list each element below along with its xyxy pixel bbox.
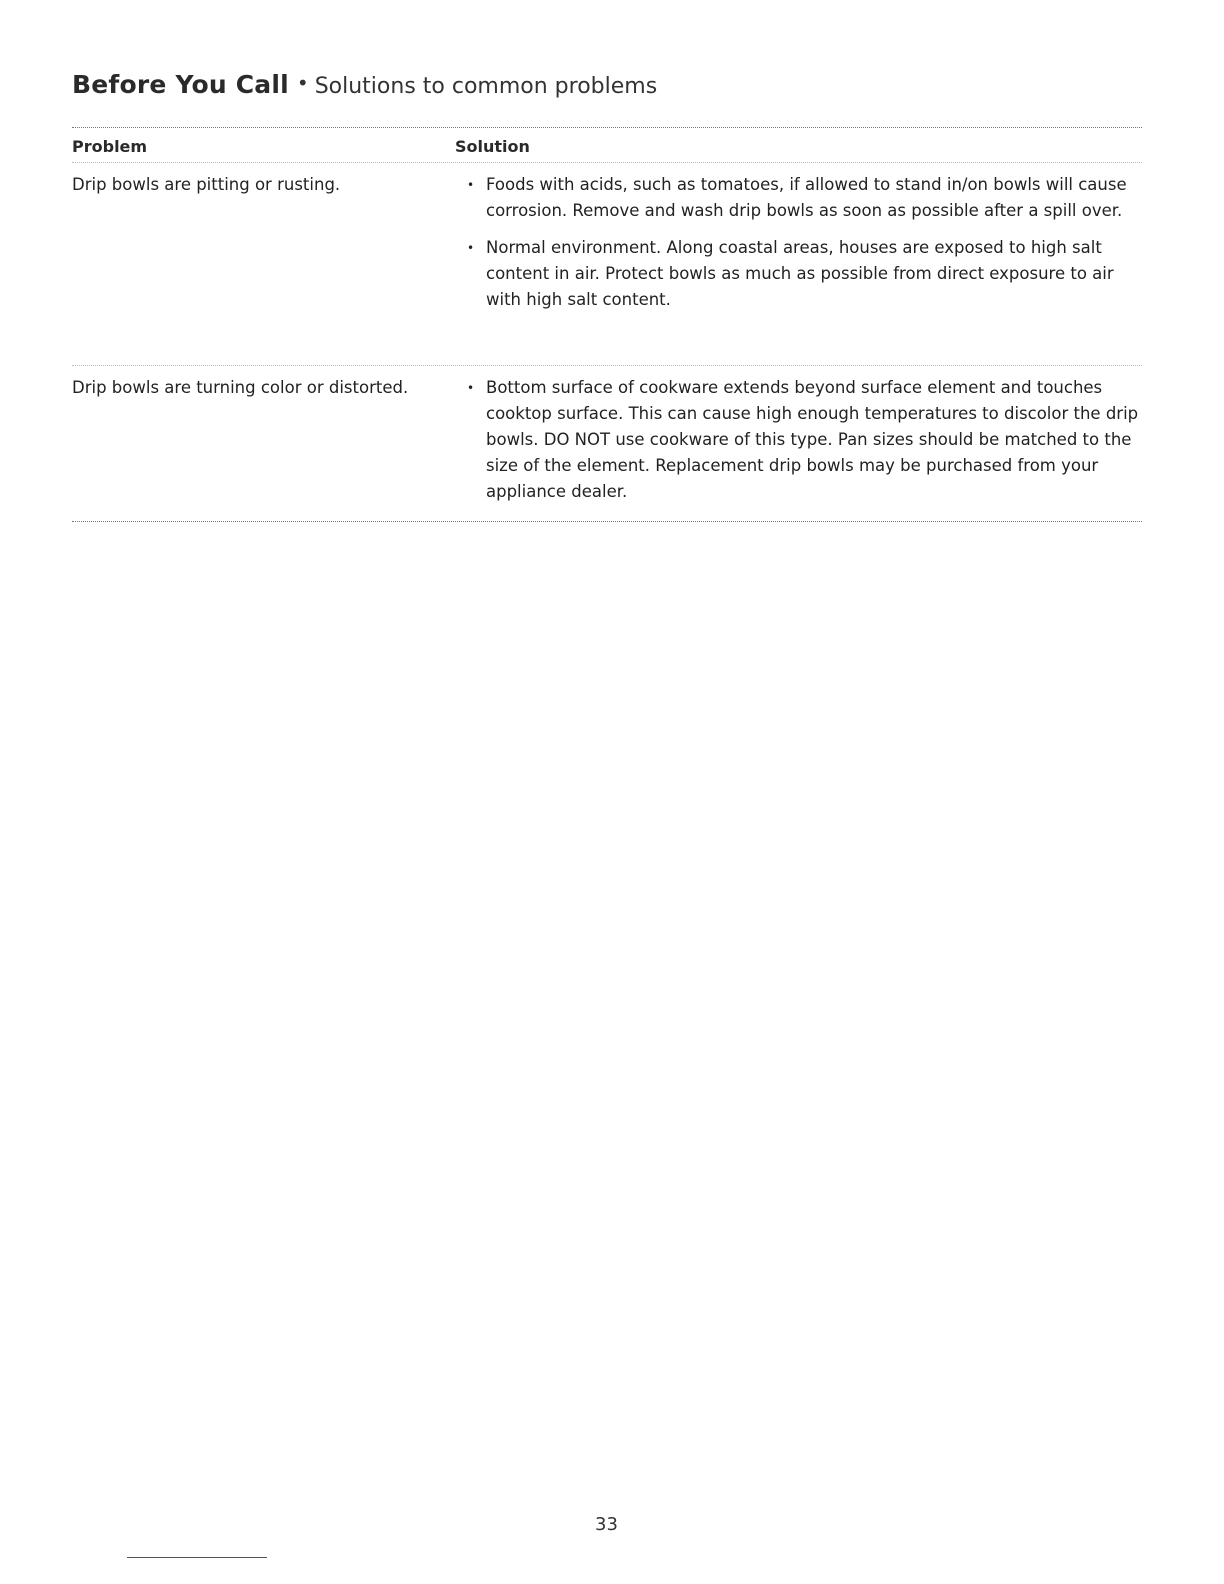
column-header-solution: Solution <box>455 137 530 156</box>
bullet-icon: • <box>467 381 475 395</box>
page-title: Before You Call <box>72 70 289 99</box>
title-separator: • <box>296 71 309 95</box>
table-row <box>72 163 1142 366</box>
solution-item <box>455 225 1142 314</box>
page-header <box>72 70 657 99</box>
solution-text: Normal environment. Along coastal areas, houses are exposed to high salt content in air. Protect bowls as much as possible from direct exposure to air with high salt content. <box>486 238 1114 309</box>
troubleshooting-table <box>72 137 1142 522</box>
problem-cell: Drip bowls are turning color or distorted. <box>72 378 409 397</box>
solution-cell <box>455 366 1142 521</box>
top-divider <box>72 127 1142 128</box>
problem-cell: Drip bowls are pitting or rusting. <box>72 175 341 194</box>
bullet-icon: • <box>467 178 475 192</box>
page-number: 33 <box>595 1514 618 1535</box>
table-header <box>72 137 1142 163</box>
solution-cell <box>455 163 1142 365</box>
bullet-icon: • <box>467 241 475 255</box>
solution-text: Foods with acids, such as tomatoes, if allowed to stand in/on bowls will cause corrosion. Remove and wash drip bowls as soon as possible after a spill over. <box>486 175 1127 220</box>
page-subtitle: Solutions to common problems <box>314 74 658 99</box>
column-header-problem: Problem <box>72 137 148 156</box>
solution-item <box>455 366 1142 506</box>
solution-item <box>455 163 1142 225</box>
solution-text: Bottom surface of cookware extends beyond surface element and touches cooktop surface. This can cause high enough temperatures to discolor the drip bowls. DO NOT use cookware of this type. Pan sizes should be matched to the size of the element. Replacement drip bowls may be purchased from your appliance dealer. <box>486 378 1139 501</box>
footer-link-underline <box>127 1557 267 1558</box>
table-row <box>72 366 1142 522</box>
